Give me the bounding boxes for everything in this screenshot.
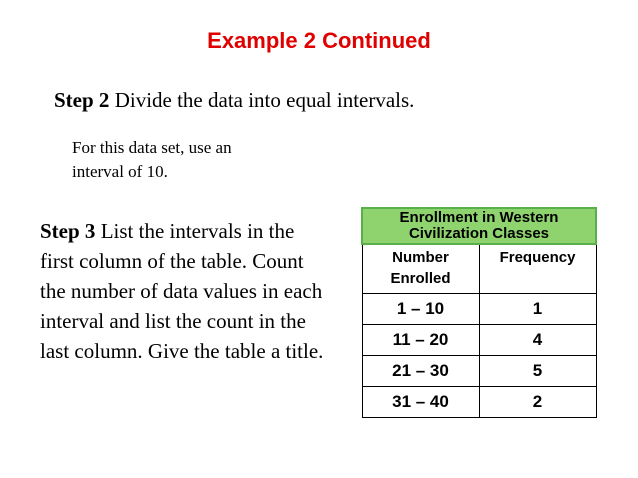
- step-2-text: [54, 88, 414, 113]
- frequency-table: [361, 207, 597, 418]
- header-frequency: Frequency: [479, 244, 596, 294]
- table-header-row: [362, 244, 596, 294]
- interval-cell: 1 – 10: [362, 294, 479, 325]
- table-caption-row: [362, 208, 596, 244]
- step-2-label: Step 2: [54, 88, 110, 112]
- header-number-line: Number: [392, 249, 449, 266]
- frequency-cell: 1: [479, 294, 596, 325]
- interval-note-line-2: interval of 10.: [72, 162, 168, 181]
- header-number-enrolled: [362, 244, 479, 294]
- interval-cell: 31 – 40: [362, 387, 479, 418]
- interval-cell: 11 – 20: [362, 325, 479, 356]
- frequency-cell: 2: [479, 387, 596, 418]
- table-caption-line-1: Enrollment in Western: [399, 209, 559, 226]
- step-3-description: List the intervals in the first column of the table. Count the number of data values in each interval and list the count in the last column. Give the table a title.: [40, 219, 324, 363]
- table-row: [362, 356, 596, 387]
- step-3-label: Step 3: [40, 219, 96, 243]
- table-row: [362, 325, 596, 356]
- header-enrolled-line: Enrolled: [390, 270, 451, 287]
- table-caption-line-2: Civilization Classes: [408, 225, 550, 242]
- interval-note: [72, 136, 302, 184]
- step-3-text: [40, 216, 330, 366]
- table-row: [362, 387, 596, 418]
- interval-cell: 21 – 30: [362, 356, 479, 387]
- frequency-cell: 5: [479, 356, 596, 387]
- step-2-description: Divide the data into equal intervals.: [109, 88, 415, 112]
- table-row: [362, 294, 596, 325]
- interval-note-line-1: For this data set, use an: [72, 138, 232, 157]
- table-caption: [362, 208, 596, 244]
- page-title: Example 2 Continued: [207, 28, 431, 53]
- frequency-cell: 4: [479, 325, 596, 356]
